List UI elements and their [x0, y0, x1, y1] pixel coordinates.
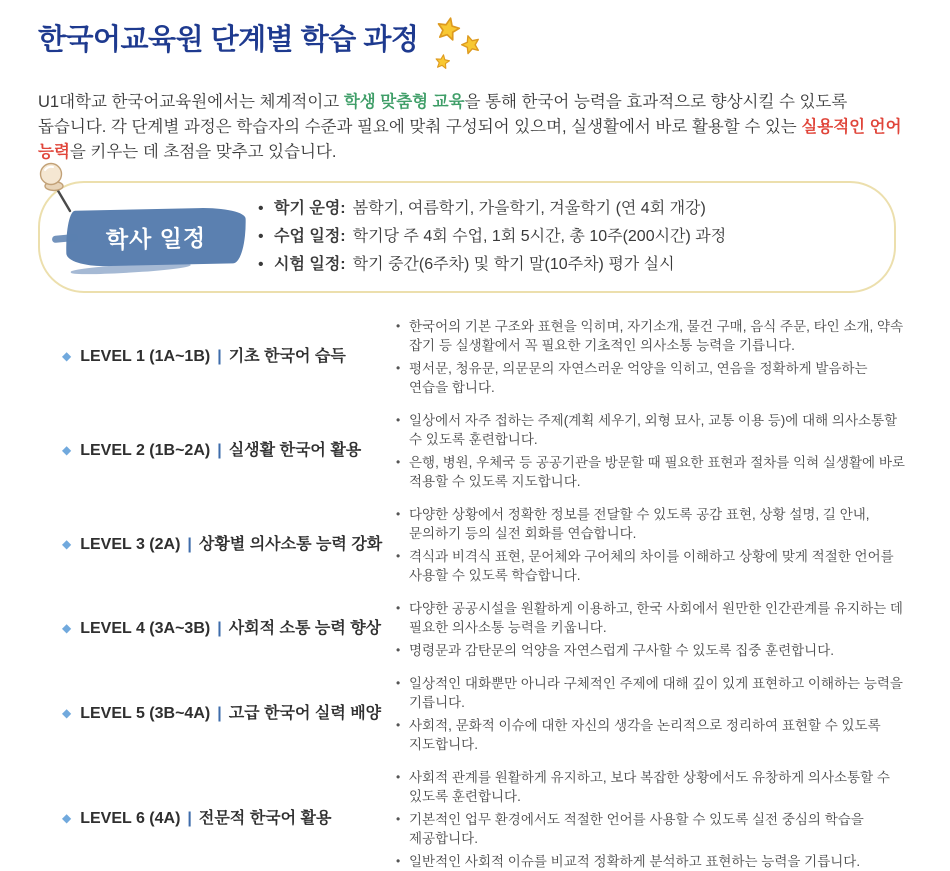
level-bullet-list: [395, 317, 914, 397]
level-title: [80, 535, 382, 556]
level-bullet: • 다양한 공공시설을 원활하게 이용하고, 한국 사회에서 원만한 인간관계를 유지하는 데 필요한 의사소통 능력을 키웁니다.: [395, 599, 910, 637]
level-bullet: • 다양한 상황에서 정확한 정보를 전달할 수 있도록 공감 표현, 상황 설명, 길 안내, 문의하기 등의 실전 회화를 연습합니다.: [395, 505, 910, 543]
level-bullet: • 격식과 비격식 표현, 문어체와 구어체의 차이를 이해하고 상황에 맞게 적절한 언어를 사용할 수 있도록 학습합니다.: [395, 547, 910, 585]
intro-text-3: 을 키우는 데 초점을 맞추고 있습니다.: [69, 143, 337, 161]
levels-section: [38, 317, 914, 871]
diamond-icon: ◆: [62, 442, 72, 457]
level-code: LEVEL 2 (1B~2A): [80, 441, 211, 459]
diamond-icon: ◆: [62, 705, 72, 720]
level-title: [80, 441, 361, 462]
level-name: 실생활 한국어 활용: [228, 441, 362, 459]
separator-bar: |: [187, 535, 192, 553]
level-row-3: [38, 505, 914, 585]
schedule-item-text: 학기당 주 4회 수업, 1회 5시간, 총 10주(200시간) 과정: [352, 228, 727, 245]
level-code: LEVEL 3 (2A): [80, 535, 181, 553]
level-bullet-list: [395, 411, 914, 491]
level-heading: [38, 347, 395, 368]
level-bullet-list: [395, 674, 914, 754]
level-heading: [38, 441, 395, 462]
level-bullet: • 사회적, 문화적 이슈에 대한 자신의 생각을 논리적으로 정리하여 표현할 수 있도록 지도합니다.: [395, 716, 910, 754]
schedule-item-label: 시험 일정:: [274, 256, 346, 273]
level-title: [80, 809, 331, 830]
intro-text-2: 을 통해 한국어 능력을 효과적으로 향상시킬 수 있도록 돕습니다. 각 단계별 과정은 학습자의 수준과 필요에 맞춰 구성되어 있으며, 실생활에서 바로 활용할 수 있는: [38, 93, 848, 136]
level-heading: [38, 704, 395, 725]
schedule-box: [38, 181, 896, 293]
level-row-1: [38, 317, 914, 397]
level-name: 사회적 소통 능력 향상: [228, 620, 382, 638]
level-bullet: • 일반적인 사회적 이슈를 비교적 정확하게 분석하고 표현하는 능력을 기릅니다.: [395, 852, 910, 871]
level-bullet: • 은행, 병원, 우체국 등 공공기관을 방문할 때 필요한 표현과 절차를 익혀 실생활에 바로 적용할 수 있도록 지도합니다.: [395, 453, 910, 491]
level-heading: [38, 535, 395, 556]
schedule-item: [258, 251, 870, 279]
level-bullet: • 기본적인 업무 환경에서도 적절한 언어를 사용할 수 있도록 실전 중심의 학습을 제공합니다.: [395, 810, 910, 848]
diamond-icon: ◆: [62, 536, 72, 551]
title-row: [38, 16, 914, 76]
schedule-item-text: 학기 중간(6주차) 및 학기 말(10주차) 평가 실시: [352, 256, 675, 273]
level-bullet: • 한국어의 기본 구조와 표현을 익히며, 자기소개, 물건 구매, 음식 주문, 타인 소개, 약속 잡기 등 실생활에서 꼭 필요한 기초적인 의사소통 능력을 기릅니다.: [395, 317, 910, 355]
level-heading: [38, 809, 395, 830]
diamond-icon: ◆: [62, 348, 72, 363]
schedule-item-text: 봄학기, 여름학기, 가을학기, 겨울학기 (연 4회 개강): [352, 200, 706, 217]
level-name: 상황별 의사소통 능력 강화: [198, 535, 383, 553]
level-title: [80, 347, 346, 368]
schedule-list: [258, 195, 870, 279]
separator-bar: |: [187, 810, 192, 828]
level-name: 기초 한국어 습득: [228, 347, 346, 365]
level-title: [80, 619, 381, 640]
level-code: LEVEL 1 (1A~1B): [80, 347, 211, 365]
schedule-badge-label: 학사 일정: [105, 224, 207, 253]
level-code: LEVEL 4 (3A~3B): [80, 620, 211, 638]
separator-bar: |: [217, 347, 222, 365]
intro-highlight-red: 실용적인 언어 능력: [38, 118, 902, 161]
level-code: LEVEL 6 (4A): [80, 810, 181, 828]
level-row-5: [38, 674, 914, 754]
level-bullet: • 평서문, 청유문, 의문문의 자연스러운 억양을 익히고, 연음을 정확하게 발음하는 연습을 합니다.: [395, 359, 910, 397]
intro-paragraph: [38, 90, 914, 165]
schedule-item: [258, 223, 870, 251]
schedule-item-label: 학기 운영:: [274, 200, 346, 217]
separator-bar: |: [217, 441, 222, 459]
diamond-icon: ◆: [62, 621, 72, 636]
schedule-item: [258, 195, 870, 223]
level-bullet-list: [395, 505, 914, 585]
page-title: 한국어교육원 단계별 학습 과정: [38, 24, 419, 56]
level-name: 고급 한국어 실력 배양: [228, 704, 382, 722]
intro-text-1: U1대학교 한국어교육원에서는 체계적이고: [38, 93, 344, 111]
level-bullet: • 사회적 관계를 원활하게 유지하고, 보다 복잡한 상황에서도 유창하게 의사소통할 수 있도록 훈련합니다.: [395, 768, 910, 806]
schedule-badge: [65, 207, 246, 267]
level-bullet: • 명령문과 감탄문의 억양을 자연스럽게 구사할 수 있도록 집중 훈련합니다.: [395, 641, 910, 660]
level-bullet: • 일상에서 자주 접하는 주제(계획 세우기, 외형 묘사, 교통 이용 등)에 대해 의사소통할 수 있도록 훈련합니다.: [395, 411, 910, 449]
separator-bar: |: [217, 620, 222, 638]
schedule-item-label: 수업 일정:: [274, 228, 346, 245]
level-row-2: [38, 411, 914, 491]
level-row-4: [38, 599, 914, 660]
level-code: LEVEL 5 (3B~4A): [80, 704, 211, 722]
diamond-icon: ◆: [62, 811, 72, 826]
level-title: [80, 704, 381, 725]
level-bullet-list: [395, 599, 914, 660]
level-bullet: • 일상적인 대화뿐만 아니라 구체적인 주제에 대해 깊이 있게 표현하고 이해하는 능력을 기릅니다.: [395, 674, 910, 712]
separator-bar: |: [217, 704, 222, 722]
level-name: 전문적 한국어 활용: [198, 810, 332, 828]
intro-highlight-green: 학생 맞춤형 교육: [343, 93, 465, 111]
level-heading: [38, 619, 395, 640]
sparkle-stars-icon: [430, 16, 488, 76]
